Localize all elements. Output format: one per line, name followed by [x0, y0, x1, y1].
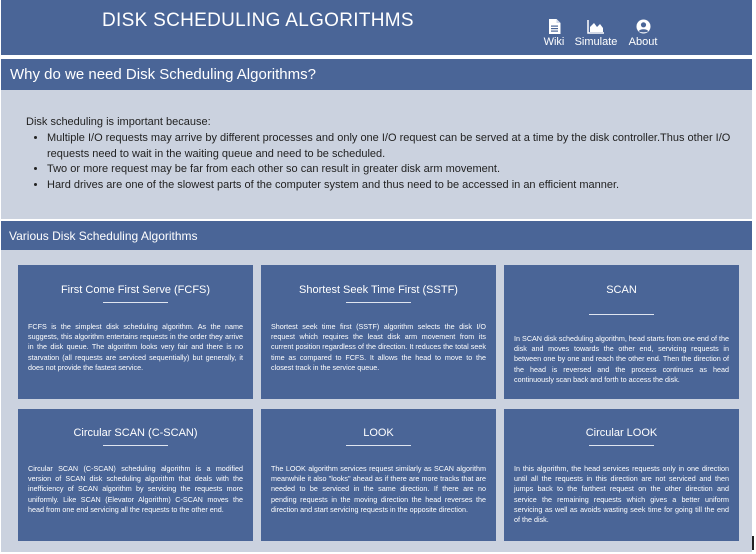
why-section-header: [1, 59, 752, 90]
area-chart-icon: [587, 19, 605, 34]
card-description: The LOOK algorithm services request similarly as SCAN algorithm meanwhile it also "looks" ahead as if there are more tracks that are needed to be serviced in the same direction. If there are no pending requests in the moving direction the head reverses the direction and start servicing requests in the opposite direction.: [271, 464, 486, 514]
card-divider: [589, 445, 654, 446]
nav-about-label: About: [628, 36, 658, 48]
card-fcfs[interactable]: [18, 265, 253, 399]
nav-wiki[interactable]: [541, 19, 567, 48]
nav-simulate[interactable]: [574, 19, 618, 48]
card-title: Circular SCAN (C-SCAN): [73, 427, 198, 439]
nav-simulate-label: Simulate: [574, 36, 618, 48]
list-item: • Two or more request may be far from each other so can result in greater disk arm movement.: [47, 162, 756, 178]
document-icon: [548, 19, 561, 34]
card-description: FCFS is the simplest disk scheduling algorithm. As the name suggests, this algorithm entertains requests in the order they arrive in the disk queue. The algorithm looks very fair and there is no starvation (all requests are serviced sequentially) but generally, it does not provide the fastest service.: [28, 322, 243, 372]
nav-wiki-label: Wiki: [543, 36, 565, 48]
card-description: In this algorithm, the head services requests only in one direction until all the requests in this direction are not serviced and then jumps back to the farthest request on the other direction and service the remaining requests which gives a better uniform servicing as well as avoids wasting seek time for going till the end of the disk.: [514, 464, 729, 525]
card-cscan[interactable]: [18, 409, 253, 541]
card-title: LOOK: [363, 427, 394, 439]
card-description: Circular SCAN (C-SCAN) scheduling algorithm is a modified version of SCAN disk scheduling algorithm that deals with the inefficiency of SCAN algorithm by servicing the requests more uniformly. Like SCAN (Elevator Algorithm) C-SCAN moves the head from one end servicing all the requests to the other end.: [28, 464, 243, 514]
list-item: • Hard drives are one of the slowest parts of the computer system and thus need to be accessed in an efficient manner.: [47, 178, 756, 194]
algorithms-section-header: [1, 221, 752, 250]
card-title: First Come First Serve (FCFS): [60, 284, 211, 296]
why-section-body: [1, 90, 752, 219]
why-list: [26, 131, 756, 193]
card-divider: [103, 445, 168, 446]
card-description: Shortest seek time first (SSTF) algorithm selects the disk I/O request which requires the least disk arm movement from its current position regardless of the direction. It reduces the total seek time as compared to FCFS. It allows the head to move to the closest track in the service queue.: [271, 322, 486, 372]
card-divider: [589, 314, 654, 315]
algorithms-heading: Various Disk Scheduling Algorithms: [9, 229, 198, 243]
list-item: • Multiple I/O requests may arrive by different processes and only one I/O request can be served at a time by the disk controller.Thus other I/O requests need to wait in the waiting queue and need to be scheduled.: [47, 131, 756, 162]
card-divider: [103, 302, 168, 303]
card-description: In SCAN disk scheduling algorithm, head starts from one end of the disk and moves towards the other end, servicing requests in between one by one and reach the other end. Then the direction of the head is reversed and the process continues as head continuously scan back and forth to access the disk.: [514, 334, 729, 384]
card-look[interactable]: [261, 409, 496, 541]
nav-about[interactable]: [626, 19, 660, 48]
card-divider: [346, 302, 411, 303]
card-title: Shortest Seek Time First (SSTF): [299, 284, 458, 296]
card-divider: [346, 445, 411, 446]
card-title: Circular LOOK: [585, 427, 658, 439]
card-sstf[interactable]: [261, 265, 496, 399]
app-header: [1, 0, 752, 55]
card-clook[interactable]: [504, 409, 739, 541]
card-title: SCAN: [606, 284, 637, 296]
scrollbar-edge: [752, 536, 754, 550]
user-circle-icon: [636, 19, 651, 34]
why-heading: Why do we need Disk Scheduling Algorithms?: [10, 66, 316, 83]
app-title: DISK SCHEDULING ALGORITHMS: [102, 10, 414, 31]
why-intro: Disk scheduling is important because:: [26, 116, 211, 128]
card-scan[interactable]: [504, 265, 739, 399]
